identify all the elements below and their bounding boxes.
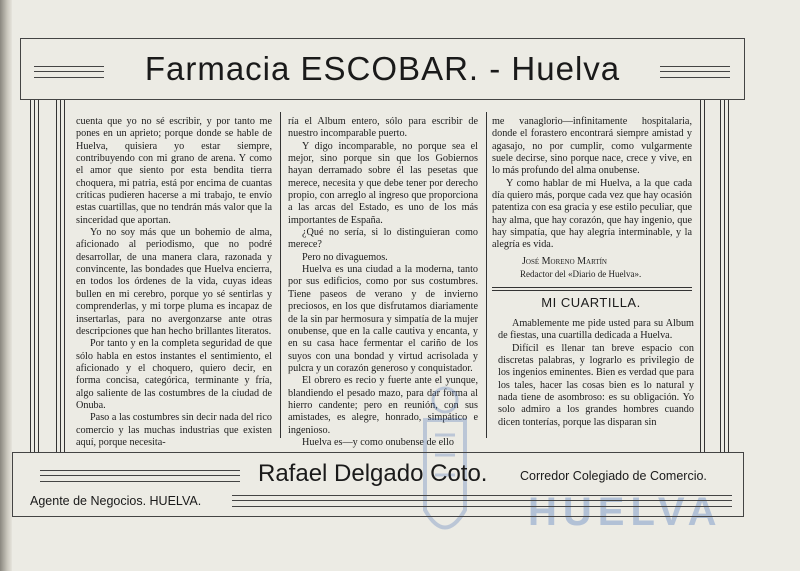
frame-line [64,100,65,452]
signature-name: José Moreno Martín [522,256,607,267]
footer-role: Corredor Colegiado de Comercio. [520,469,707,483]
section-divider [492,290,692,291]
paragraph: cuenta que yo no sé escribir, y por tanto me pones en un aprieto; porque donde se hable de Huelva, quisiera yo estar siempre, contribuyendo con mi grano de arena. Y como el amor que siento por esta bendita tierra choquera, mi patria, está por encima de cuantas críticas pudieren hacerse a mi trabajo, te envío estas cuartillas, que no tendrán más valor que la sinceridad que aportan. [76,116,272,226]
frame-line [30,100,31,452]
paragraph: Y digo incomparable, no porque sea el mejor, sino porque sin que los Gobiernos hayan derramado sobre él las pesetas que merece, necesita y que debe tener por derecho propio, con arreglo al ingreso que proporciona a las arcas del Estado, es uno de los más importantes de España. [288,140,478,226]
paragraph: Amablemente me pide usted para su Album de fiestas, una cuartilla dedicada a Huelva. [498,318,694,342]
paragraph: Paso a las costumbres sin decir nada del rico comercio y las muchas industrias que existen aquí, porque necesita- [76,412,272,448]
signature-role: Redactor del «Diario de Huelva». [520,269,642,279]
paragraph: El obrero es recio y fuerte ante el yunque, blandiendo el pesado mazo, para dar forma al hierro candente; pero en reunión, con sus amistades, es alegre, honrado, simpático e ingenioso. [288,375,478,436]
paragraph: Yo no soy más que un bohemio de alma, aficionado al periodismo, que no podré desarrollar, de una manera clara, razonada y convincente, las bondades que Huelva encierra, en todos los órdenes de la vida, cuyas ideas bullen en mi cerebro, porque yo sé sentirlas y comprenderlas, y mi torpe pluma es incapaz de insertarlas, para no avergonzarse ante otras descripciones que han hecho brillantes literatos. [76,227,272,337]
paragraph: Huelva es una ciudad a la moderna, tanto por sus edificios, como por sus costumbres. Tiene paseos de verano y de invierno preciosos, en los que disfrutamos diariamente de la sin par hermosura y simpatía de la mujer onubense, que en la calle cautiva y encanta, y en su casa hace fermentar el cariño de los suyos con una bondad y virtud acrisolada y pulcra y un corazón generoso y conquistador. [288,264,478,374]
section-divider [492,287,692,288]
frame-line [34,100,35,452]
footer-rule-left [40,470,240,482]
frame-line [56,100,57,452]
paragraph: Huelva es—y como onubense de ello [302,436,454,448]
paragraph: Difícil es llenar tan breve espacio con discretas palabras, y lograrlo es privilegio de los ingenios eminentes. Bien es verdad que para los tales, hacer las cosas bien es lo natural y nada tiene de asombroso: es su obligación. Yo solo admiro a los grandes hombres cuando dicen tonterías, porque las disparan sin [498,342,694,428]
paragraph: ría el Album entero, sólo para escribir de nuestro incomparable puerto. [288,116,478,140]
article-column-left [76,116,272,449]
paragraph: ¿Qué no sería, si lo distinguieran como merece? [288,227,478,251]
paragraph: me vanaglorio—infinitamente hospitalaria, donde el forastero encontrará siempre amistad y agasajo, no por cumplir, como vulgarmente suele decirse, sino porque nace, crece y vive, en lo más profundo del alma onubense. [492,116,692,177]
section-title: MI CUARTILLA. [541,295,641,310]
column-divider [280,112,281,438]
footer-name: Rafael Delgado Coto. [258,460,488,487]
article-column-right [492,116,692,252]
frame-line [60,100,61,452]
book-gutter [0,0,12,571]
paragraph: Pero no divaguemos. [302,251,388,263]
footer-rule-right [232,495,732,507]
frame-line [38,100,39,452]
paragraph: Y como hablar de mi Huelva, a la que cada día quiero más, porque cada vez que hay ocasión patentiza con esa gracia y ese estilo peculiar, que hay alma, que hay corazón, que hay ingenio, que hay simpatía, que hay alegría interminable, y la alegría es vida. [492,177,692,251]
header-title: Farmacia ESCOBAR. - Huelva [144,50,621,87]
footer-agent: Agente de Negocios. HUELVA. [30,494,202,508]
paragraph: Por tanto y en la completa seguridad de que sólo habla en estos instantes el sentimiento, el aficionado y el choquero, quiero decir, en forma concisa, categórica, terminante y fría, algo saliente de las costumbres de la ciudad de Onuba. [76,338,272,411]
watermark-text: HUELVA [528,490,723,534]
